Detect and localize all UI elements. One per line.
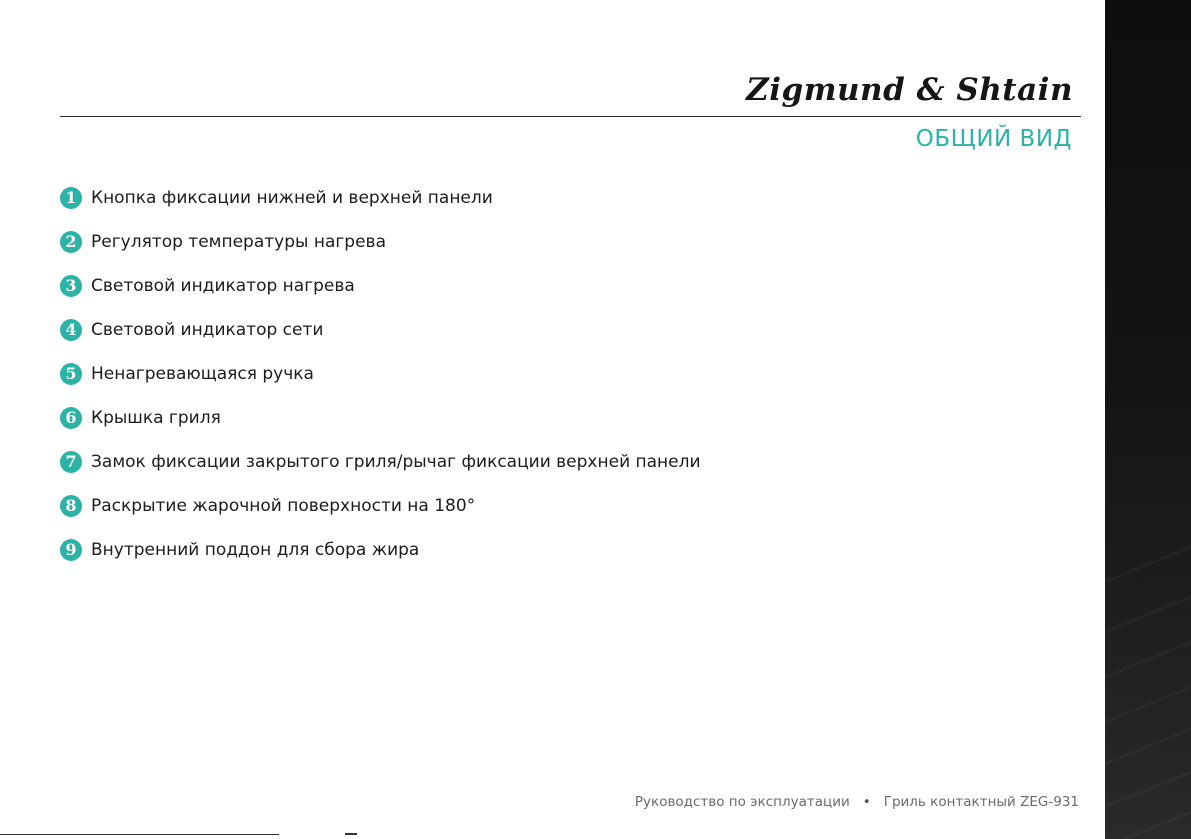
part-label: Крышка гриля [91, 408, 221, 428]
footer-bullet-separator: • [862, 794, 871, 810]
part-label: Регулятор температуры нагрева [91, 232, 386, 252]
brand-logo: Zigmund & Shtain [746, 72, 1073, 108]
band-texture-streak [1105, 716, 1191, 771]
part-label: Раскрытие жарочной поверхности на 180° [91, 496, 476, 516]
bottom-edge-line [0, 834, 279, 835]
band-texture-streak [1105, 674, 1191, 729]
header-divider [60, 116, 1081, 117]
band-texture-streak [1105, 629, 1191, 684]
list-item [60, 318, 701, 362]
band-texture-streak [1105, 584, 1191, 639]
part-label: Замок фиксации закрытого гриля/рычаг фиксации верхней панели [91, 452, 701, 472]
list-item [60, 406, 701, 450]
band-texture-streak [1105, 759, 1191, 814]
number-badge: 1 [60, 187, 82, 209]
band-texture-streak [1105, 534, 1191, 589]
part-label: Световой индикатор сети [91, 320, 324, 340]
number-badge: 8 [60, 495, 82, 517]
list-item [60, 362, 701, 406]
page-footer [635, 794, 1079, 810]
decorative-side-band [1105, 0, 1191, 839]
number-badge: 4 [60, 319, 82, 341]
part-label: Световой индикатор нагрева [91, 276, 355, 296]
number-badge: 9 [60, 539, 82, 561]
number-badge: 3 [60, 275, 82, 297]
band-texture-streak [1105, 799, 1191, 839]
footer-manual-title: Руководство по эксплуатации [634, 794, 850, 810]
list-item [60, 494, 701, 538]
number-badge: 2 [60, 231, 82, 253]
list-item [60, 538, 701, 582]
number-badge: 5 [60, 363, 82, 385]
list-item [60, 450, 701, 494]
list-item [60, 230, 701, 274]
section-title: ОБЩИЙ ВИД [915, 126, 1072, 152]
bottom-edge-mark [345, 833, 357, 835]
number-badge: 7 [60, 451, 82, 473]
part-label: Ненагревающаяся ручка [91, 364, 314, 384]
parts-list [60, 186, 701, 582]
part-label: Внутренний поддон для сбора жира [91, 540, 420, 560]
footer-product-name: Гриль контактный ZEG-931 [883, 794, 1079, 810]
number-badge: 6 [60, 407, 82, 429]
part-label: Кнопка фиксации нижней и верхней панели [91, 188, 493, 208]
list-item [60, 186, 701, 230]
list-item [60, 274, 701, 318]
